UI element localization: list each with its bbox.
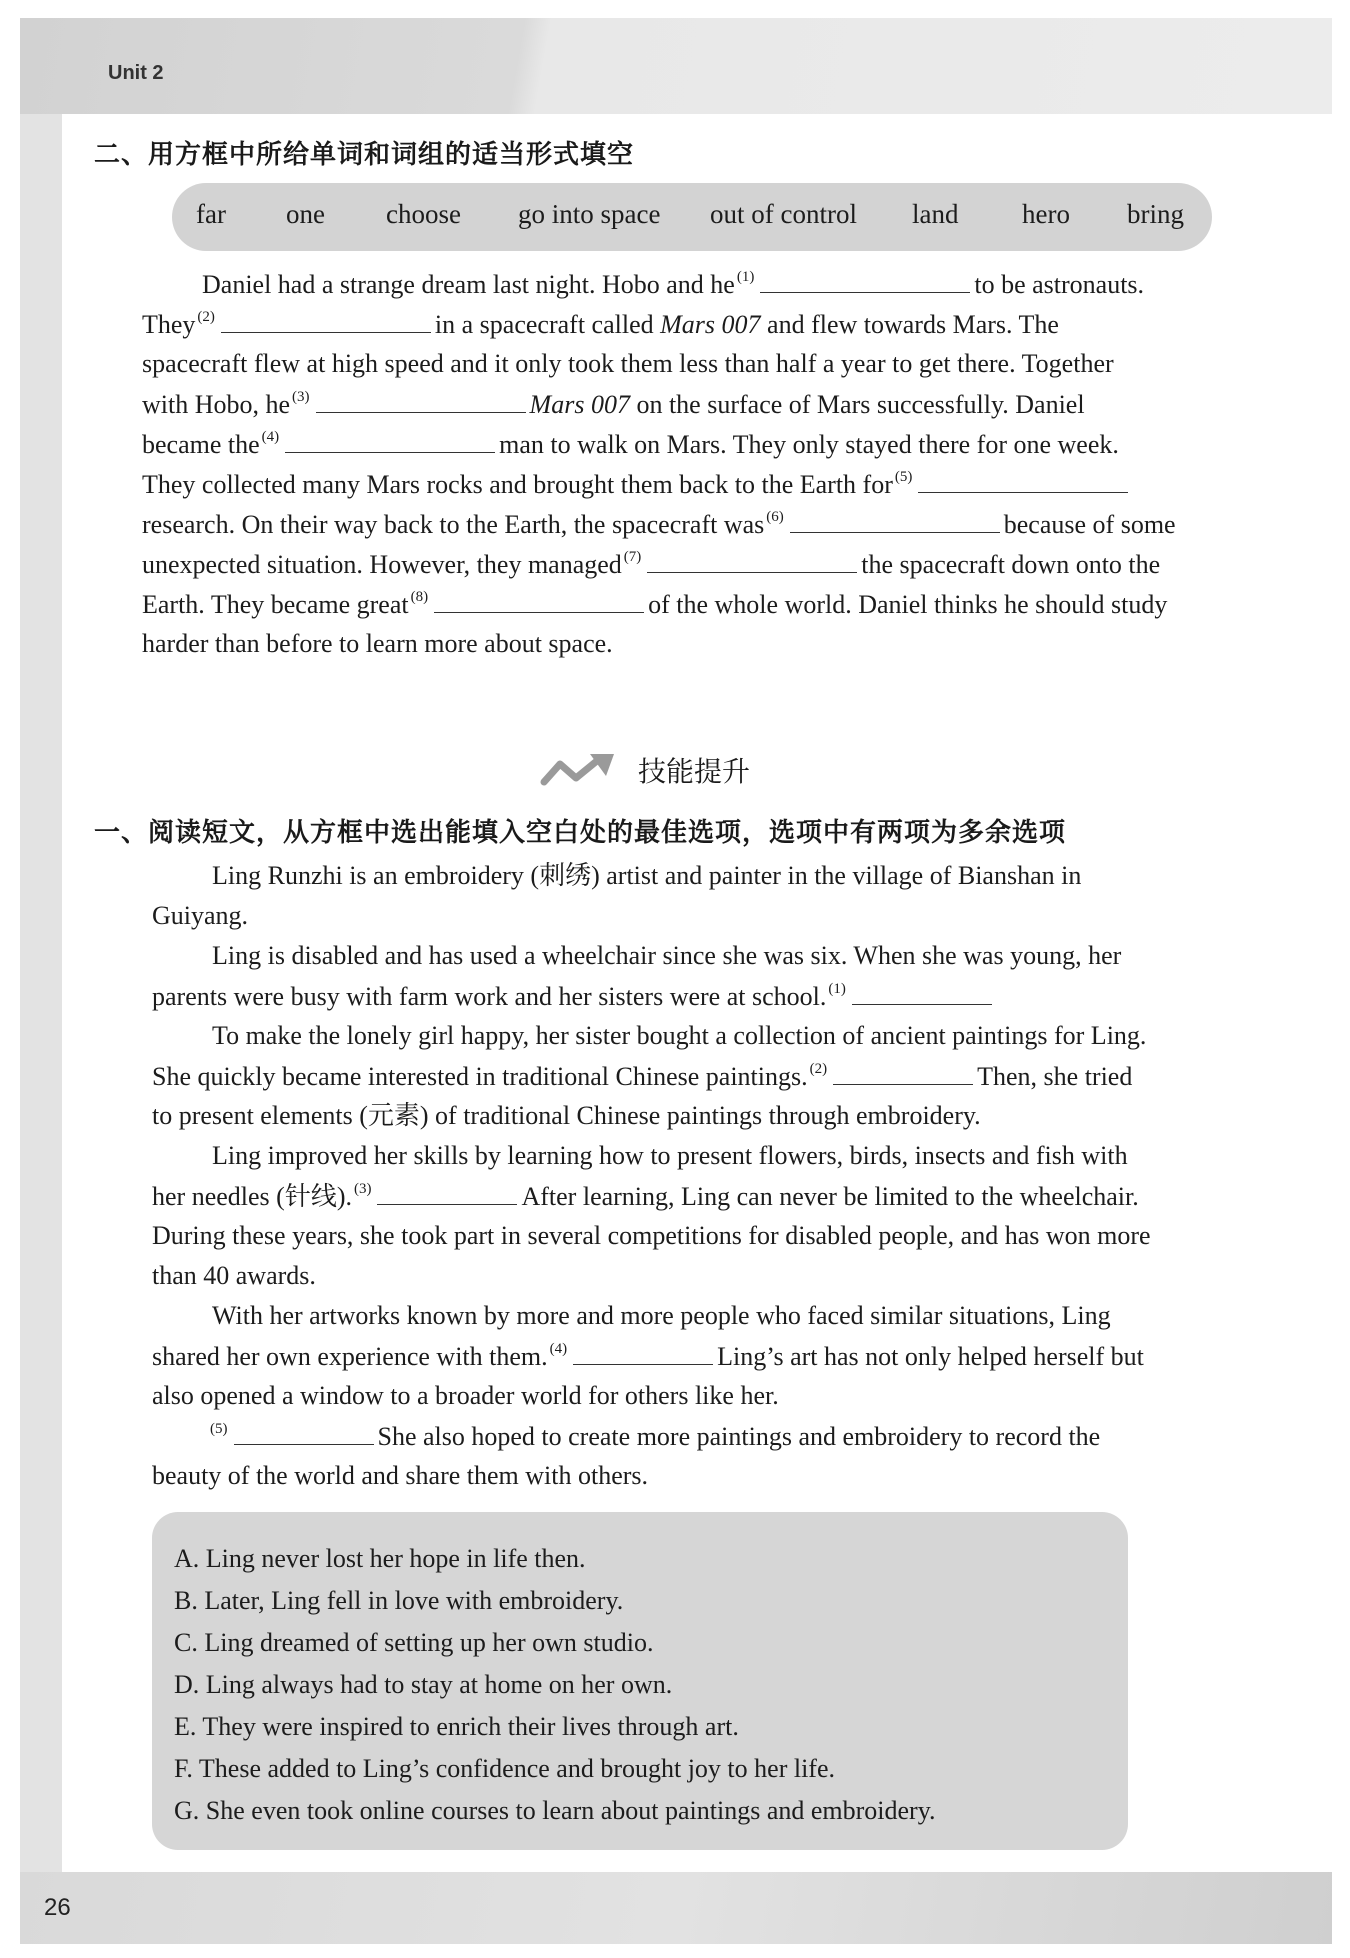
unit-label: Unit 2 (108, 62, 164, 84)
s1-line-10: harder than before to learn more about space. (142, 629, 613, 658)
s2-line-11: than 40 awards. (152, 1261, 316, 1290)
s2-line-9: her needles (针线). $^{(3)}$ After learning, Ling can never be limited to the wheelchair. (152, 1176, 1139, 1217)
s2-line-6: She quickly became interested in traditional Chinese paintings. $^{(2)}$ Then, she tried (152, 1056, 1132, 1097)
option-c: C. Ling dreamed of setting up her own studio. (174, 1628, 654, 1657)
blank-r4[interactable] (573, 1336, 713, 1365)
blank-1[interactable] (760, 264, 970, 293)
word-out-of-control: out of control (710, 199, 857, 229)
section2-heading: 一、阅读短文，从方框中选出能填入空白处的最佳选项，选项中有两项为多余选项 (94, 818, 1067, 848)
left-margin-strip (20, 114, 62, 1872)
s1-line-5: became the $^{(4)}$ man to walk on Mars. They only stayed there for one week. (142, 424, 1119, 465)
blank-3[interactable] (316, 384, 526, 413)
word-bring: bring (1127, 199, 1184, 229)
s2-line-2: Guiyang. (152, 901, 249, 930)
blank-r1[interactable] (852, 976, 992, 1005)
word-choose: choose (386, 199, 461, 229)
word-box (172, 183, 1212, 251)
s1-line-3: spacecraft flew at high speed and it only took them less than half a year to get there. Together (142, 349, 1114, 378)
word-one: one (286, 199, 325, 229)
option-b: B. Later, Ling fell in love with embroidery. (174, 1586, 624, 1615)
word-land: land (912, 199, 959, 229)
blank-2[interactable] (221, 304, 431, 333)
blank-r3[interactable] (377, 1176, 517, 1205)
s2-line-3: Ling is disabled and has used a wheelchair since she was six. When she was young, her (212, 941, 1122, 970)
s2-line-12: With her artworks known by more and more people who faced similar situations, Ling (212, 1301, 1111, 1330)
s2-line-7: to present elements (元素) of traditional Chinese paintings through embroidery. (152, 1101, 981, 1130)
s2-line-14: also opened a window to a broader world for others like her. (152, 1381, 779, 1410)
blank-r2[interactable] (833, 1056, 973, 1085)
blank-5[interactable] (918, 464, 1128, 493)
s2-line-13: shared her own experience with them. $^{(4)}$ Ling’s art has not only helped herself but (152, 1336, 1144, 1377)
blank-r5[interactable] (234, 1416, 374, 1445)
s2-line-4: parents were busy with farm work and her sisters were at school. $^{(1)}$ (152, 976, 996, 1017)
page-number: 26 (44, 1894, 71, 1921)
option-g: G. She even took online courses to learn about paintings and embroidery. (174, 1796, 936, 1825)
s1-line-9: Earth. They became great $^{(8)}$ of the whole world. Daniel thinks he should study (142, 584, 1167, 625)
s1-line-7: research. On their way back to the Earth, the spacecraft was $^{(6)}$ because of some (142, 504, 1176, 545)
option-e: E. They were inspired to enrich their lives through art. (174, 1712, 739, 1741)
s1-line-6: They collected many Mars rocks and brought them back to the Earth for $^{(5)}$ (142, 464, 1132, 505)
s2-line-8: Ling improved her skills by learning how to present flowers, birds, insects and fish with (212, 1141, 1128, 1170)
s1-line-8: unexpected situation. However, they managed $^{(7)}$ the spacecraft down onto the (142, 544, 1160, 585)
footer-band (20, 1872, 1332, 1944)
blank-6[interactable] (790, 504, 1000, 533)
skills-title-text: 技能提升 (638, 755, 751, 788)
option-d: D. Ling always had to stay at home on her own. (174, 1670, 673, 1699)
s2-line-5: To make the lonely girl happy, her sister bought a collection of ancient paintings for Ling. (212, 1021, 1147, 1050)
section1-heading: 二、用方框中所给单词和词组的适当形式填空 (94, 140, 635, 170)
option-a: A. Ling never lost her hope in life then. (174, 1544, 586, 1573)
s1-line-4: with Hobo, he $^{(3)}$ Mars 007 on the surface of Mars successfully. Daniel (142, 384, 1085, 425)
s2-line-16: beauty of the world and share them with others. (152, 1461, 649, 1490)
trend-arrow-icon (540, 752, 624, 788)
word-go-into-space: go into space (518, 199, 661, 229)
s1-line-2: They $^{(2)}$ in a spacecraft called Mars 007 and flew towards Mars. The (142, 304, 1059, 345)
header-band (20, 18, 1332, 114)
option-f: F. These added to Ling’s confidence and brought joy to her life. (174, 1754, 835, 1783)
word-far: far (196, 199, 226, 229)
s1-line-1: Daniel had a strange dream last night. Hobo and he $^{(1)}$ to be astronauts. (202, 264, 1144, 305)
s2-line-15: $^{(5)}$ She also hoped to create more paintings and embroidery to record the (208, 1416, 1100, 1457)
s2-line-1: Ling Runzhi is an embroidery (刺绣) artist and painter in the village of Bianshan in (212, 861, 1082, 890)
s2-line-10: During these years, she took part in several competitions for disabled people, and has won more (152, 1221, 1151, 1250)
blank-7[interactable] (647, 544, 857, 573)
word-hero: hero (1022, 199, 1070, 229)
blank-4[interactable] (285, 424, 495, 453)
blank-8[interactable] (434, 584, 644, 613)
skills-title (540, 748, 750, 792)
